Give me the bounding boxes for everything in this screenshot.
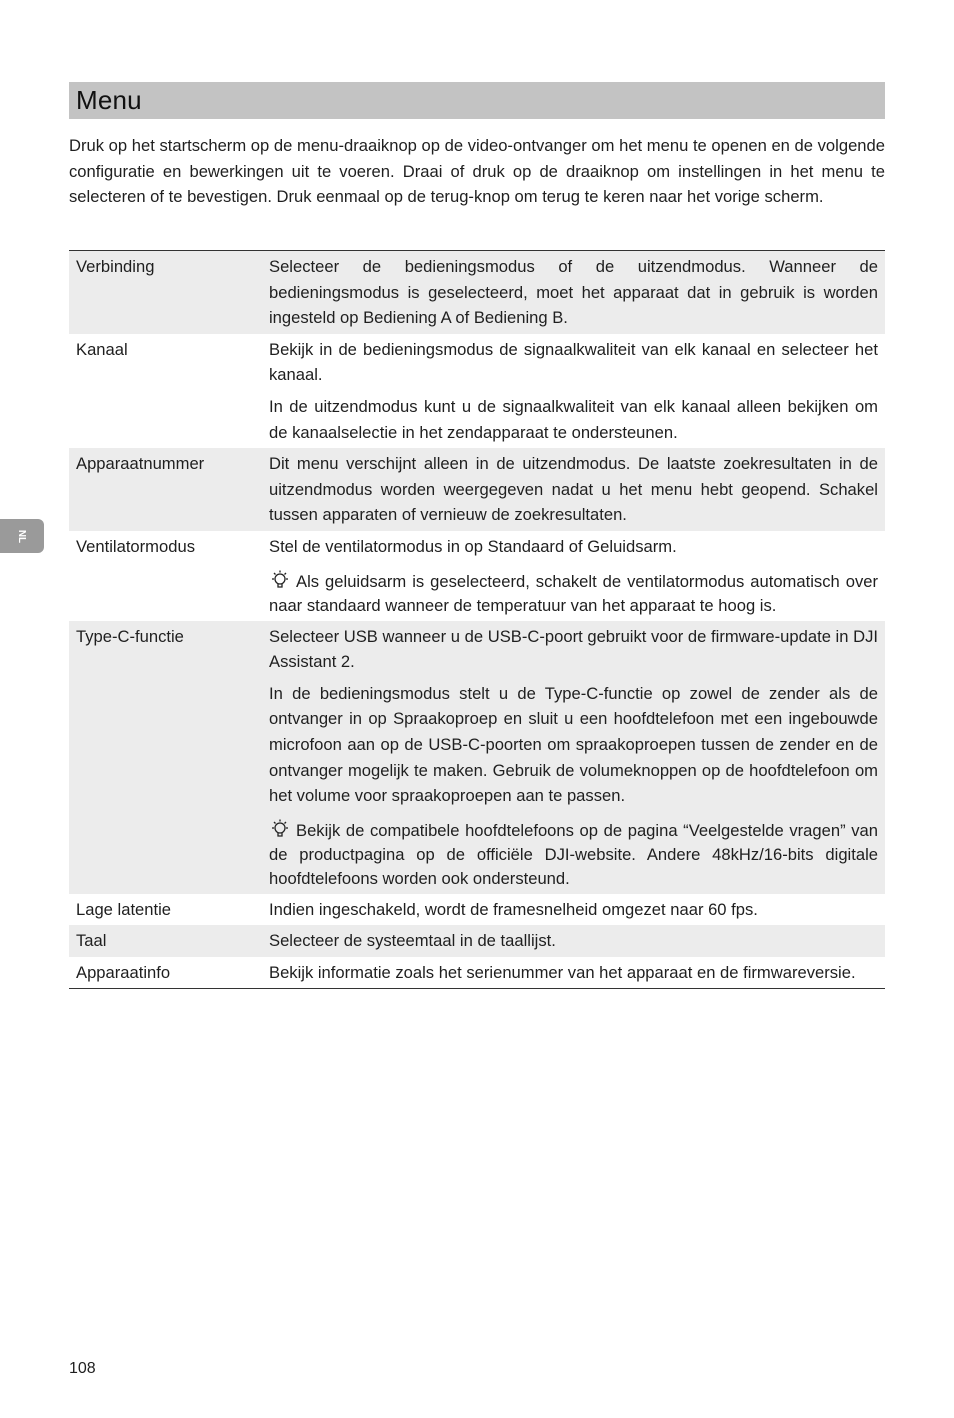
menu-table: [69, 250, 885, 989]
table-row: [69, 894, 885, 926]
description-text: Stel de ventilatormodus in op Standaard of Geluidsarm.: [269, 536, 677, 556]
section-title-bar: [69, 82, 885, 119]
description-text: Dit menu verschijnt alleen in de uitzendmodus. De laatste zoekresultaten in de uitzendmodus worden weergegeven nadat u het menu hebt geopend. Schakel tussen apparaten of vernieuw de zoekresultaten.: [269, 454, 878, 525]
description-text: Selecteer de bedieningsmodus of de uitzendmodus. Wanneer de bedieningsmodus is geselecteerd, moet het apparaat dat in gebruik is worden ingesteld op Bediening A of Bediening B.: [269, 257, 878, 328]
table-row: [69, 925, 885, 957]
table-row: [69, 531, 885, 621]
description-text: Selecteer de systeemtaal in de taallijst.: [269, 931, 556, 951]
table-row: [69, 957, 885, 989]
description-text: In de uitzendmodus kunt u de signaalkwaliteit van elk kanaal alleen bekijken om de kanaalselectie in het zendapparaat te ondersteunen.: [269, 396, 878, 442]
lightbulb-icon: [269, 819, 291, 839]
intro-paragraph: Druk op het startscherm op de menu-draaiknop op de video-ontvanger om het menu te openen en de volgende configuratie en bewerkingen uit te voeren. Draai of druk op de draaiknop om instellingen in het menu te selecteren of te bevestigen. Druk eenmaal op de terug-knop om terug te keren naar het vorige scherm.: [69, 136, 885, 207]
menu-description: [262, 448, 885, 531]
lightbulb-icon: [269, 570, 291, 590]
table-row: [69, 334, 885, 448]
description-text: Bekijk informatie zoals het serienummer van het apparaat en de firmwareversie.: [269, 962, 856, 982]
menu-term: Apparaatnummer: [69, 448, 262, 531]
description-text: Selecteer USB wanneer u de USB-C-poort gebruikt voor de firmware-update in DJI Assistant 2.: [269, 626, 878, 672]
description-text: In de bedieningsmodus stelt u de Type-C-functie op zowel de zender als de ontvanger in op Spraakoproep en sluit u een hoofdtelefoon met een ingebouwde microfoon aan op de USB-C-poorten om spraakoproepen tussen de zender en de ontvanger mogelijk te maken. Gebruik de volumeknoppen op de hoofdtelefoon om het volume voor spraakoproepen aan te passen.: [269, 683, 878, 806]
tip-note: [269, 570, 878, 618]
tip-text: Bekijk de compatibele hoofdtelefoons op de pagina “Veelgestelde vragen” van de productpagina op de officiële DJI-website. Andere 48kHz/16-bits digitale hoofdtelefoons worden ook ondersteund.: [269, 820, 878, 888]
page-title: Menu: [76, 85, 142, 115]
description-text: Indien ingeschakeld, wordt de framesnelheid omgezet naar 60 fps.: [269, 899, 758, 919]
menu-term: Lage latentie: [76, 899, 172, 919]
menu-term: Apparaatinfo: [76, 962, 171, 982]
menu-term: Taal: [69, 925, 262, 957]
menu-description: [262, 957, 885, 989]
menu-description: [262, 894, 885, 926]
menu-term: Kanaal: [76, 339, 128, 359]
tip-note: [269, 819, 878, 891]
table-row: [69, 621, 885, 894]
menu-term: Verbinding: [69, 251, 262, 334]
table-row: [69, 251, 885, 334]
menu-description: [262, 251, 885, 334]
language-tab-label: NL: [16, 529, 28, 543]
menu-description: [262, 621, 885, 894]
menu-term: Ventilatormodus: [76, 536, 195, 556]
menu-description: [262, 334, 885, 448]
menu-description: [262, 925, 885, 957]
tip-text: Als geluidsarm is geselecteerd, schakelt de ventilatormodus automatisch over naar standaard wanneer de temperatuur van het apparaat te hoog is.: [269, 571, 878, 615]
menu-description: [262, 531, 885, 621]
language-side-tab: [0, 519, 44, 553]
description-text: Bekijk in de bedieningsmodus de signaalkwaliteit van elk kanaal en selecteer het kanaal.: [269, 339, 878, 385]
table-row: [69, 448, 885, 531]
menu-term: Type-C-functie: [69, 621, 262, 894]
page-number: 108: [69, 1360, 96, 1377]
